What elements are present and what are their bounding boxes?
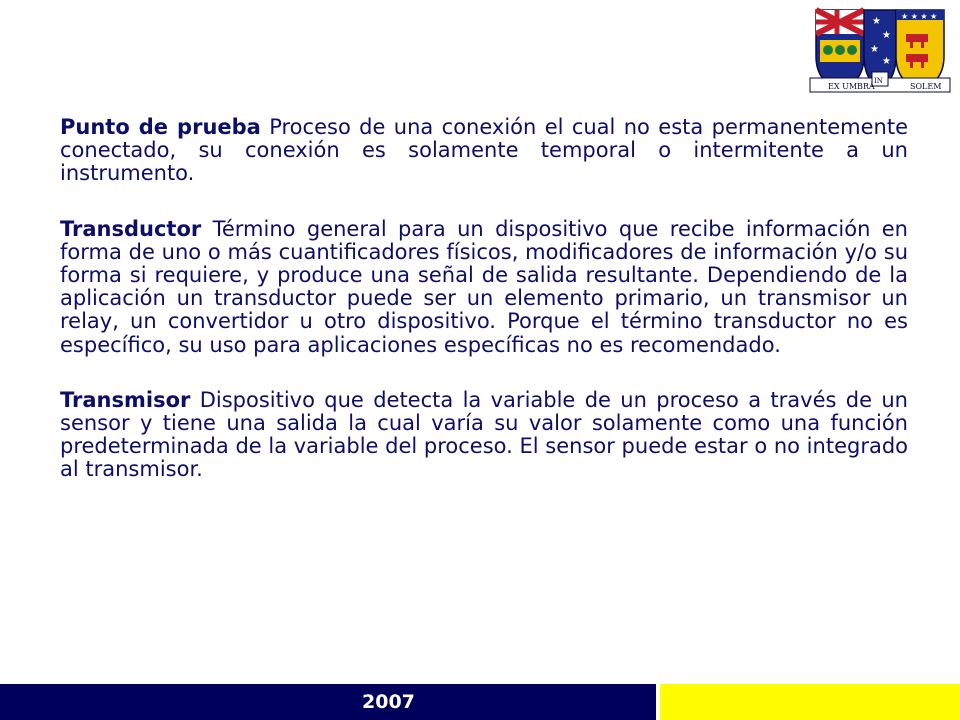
crest-motto-center: IN — [874, 77, 883, 85]
svg-text:★: ★ — [872, 16, 881, 27]
svg-text:★: ★ — [870, 44, 879, 55]
crest-motto-left: EX UMBRA — [828, 82, 875, 91]
definitions-list — [60, 116, 908, 514]
definition-punto-de-prueba — [60, 116, 908, 186]
definition-term: Transductor — [60, 216, 202, 241]
definition-term: Punto de prueba — [60, 115, 261, 139]
svg-text:★: ★ — [882, 56, 891, 67]
university-crest-logo — [806, 4, 954, 100]
definition-transmisor — [60, 389, 908, 482]
footer-accent-bar — [660, 684, 960, 720]
definition-transductor — [60, 218, 908, 357]
definition-text: Proceso de una conexión el cual no esta permanentemente conectado, su conexión es solamente temporal o intermitente a un instrumento. — [60, 115, 908, 186]
crest-motto-right: SOLEM — [910, 82, 942, 91]
footer-year: 2007 — [362, 691, 415, 713]
definition-term: Transmisor — [60, 387, 191, 412]
footer-bar — [0, 684, 656, 720]
svg-text:★: ★ — [882, 30, 891, 41]
definition-text: Término general para un dispositivo que recibe información en forma de uno o más cuantificadores físicos, modificadores de información y/o su forma si requiere, y produce una señal de salida resultante. Dependiendo de la aplicación un transductor puede ser un elemento primario, un transmisor un relay, un convertidor u otro dispositivo. Porque el término transductor no es específico, su uso para aplicaciones específicas no es recomendado. — [60, 216, 908, 357]
svg-text:★ ★ ★ ★: ★ ★ ★ ★ — [901, 12, 938, 21]
definition-text: Dispositivo que detecta la variable de un proceso a través de un sensor y tiene una salida la cual varía su valor solamente como una función predeterminada de la variable del proceso. El sensor puede estar o no integrado al transmisor. — [60, 387, 908, 482]
